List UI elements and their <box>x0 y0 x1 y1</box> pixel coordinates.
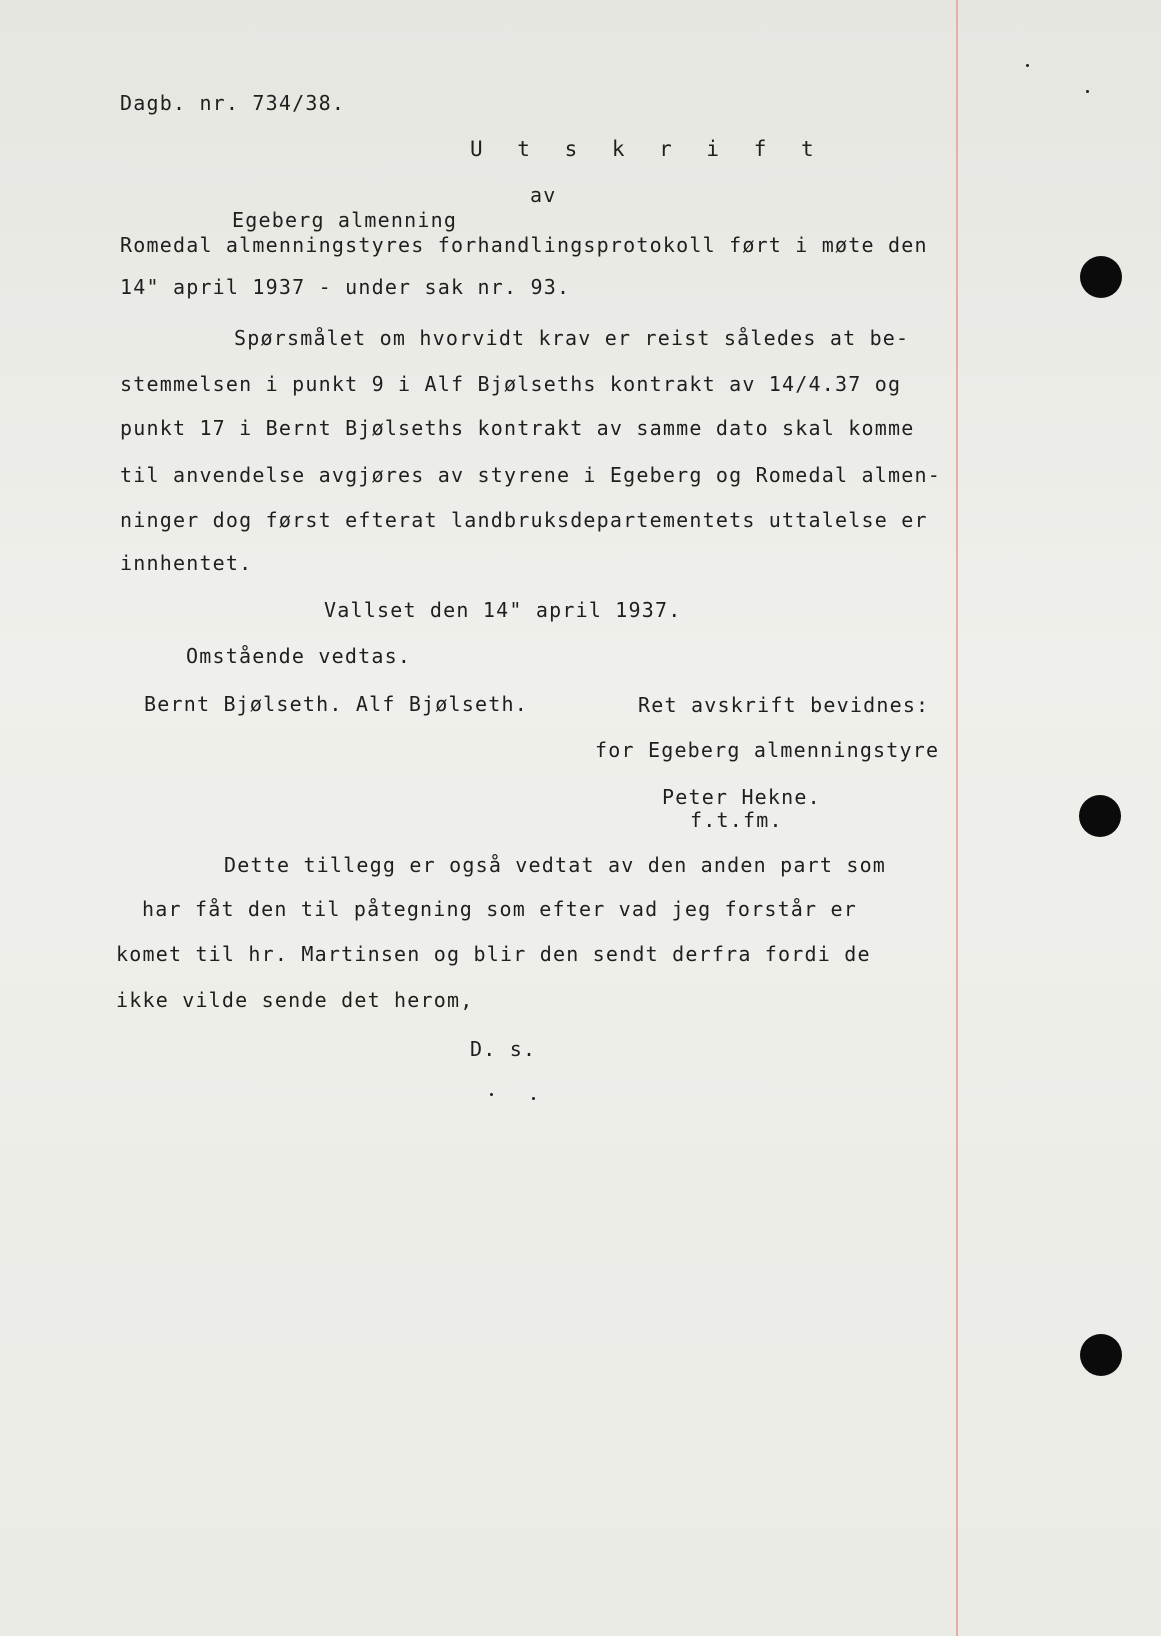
body-line-5: ninger dog først efterat landbruksdepartementets uttalelse er <box>120 508 928 532</box>
note-line-2: har fåt den til påtegning som efter vad jeg forstår er <box>142 897 858 921</box>
body-line-3: punkt 17 i Bernt Bjølseths kontrakt av samme dato skal komme <box>120 416 915 440</box>
certifier-name: Peter Hekne. <box>662 785 821 809</box>
place-date: Vallset den 14" april 1937. <box>324 598 682 622</box>
note-line-3: komet til hr. Martinsen og blir den sendt derfra fordi de <box>116 942 871 966</box>
note-line-4: ikke vilde sende det herom, <box>116 988 474 1012</box>
certifier-title: f.t.fm. <box>690 808 783 832</box>
body-line-1: Spørsmålet om hvorvidt krav er reist således at be- <box>234 326 910 350</box>
source-line-3: 14" april 1937 - under sak nr. 93. <box>120 275 571 299</box>
title-of: av <box>530 183 557 207</box>
note-line-1: Dette tillegg er også vedtat av den anden part som <box>224 853 887 877</box>
signatories: Bernt Bjølseth. Alf Bjølseth. <box>144 692 528 716</box>
body-line-4: til anvendelse avgjøres av styrene i Egeberg og Romedal almen- <box>120 463 941 487</box>
punch-hole-top <box>1080 256 1122 298</box>
closing: D. s. <box>470 1037 537 1061</box>
body-line-2: stemmelsen i punkt 9 i Alf Bjølseths kontrakt av 14/4.37 og <box>120 372 902 396</box>
body-line-6: innhentet. <box>120 551 253 575</box>
margin-rule <box>956 0 958 1636</box>
approval: Omstående vedtas. <box>186 644 412 668</box>
punch-hole-middle <box>1079 795 1121 837</box>
document-title: U t s k r i f t <box>470 137 825 161</box>
journal-reference: Dagb. nr. 734/38. <box>120 91 346 115</box>
certification-line-1: Ret avskrift bevidnes: <box>638 693 930 717</box>
source-line-1: Egeberg almenning <box>232 208 458 232</box>
source-line-2: Romedal almenningstyres forhandlingsprotokoll ført i møte den <box>120 233 928 257</box>
certification-line-2: for Egeberg almenningstyre <box>595 738 940 762</box>
punch-hole-bottom <box>1080 1334 1122 1376</box>
